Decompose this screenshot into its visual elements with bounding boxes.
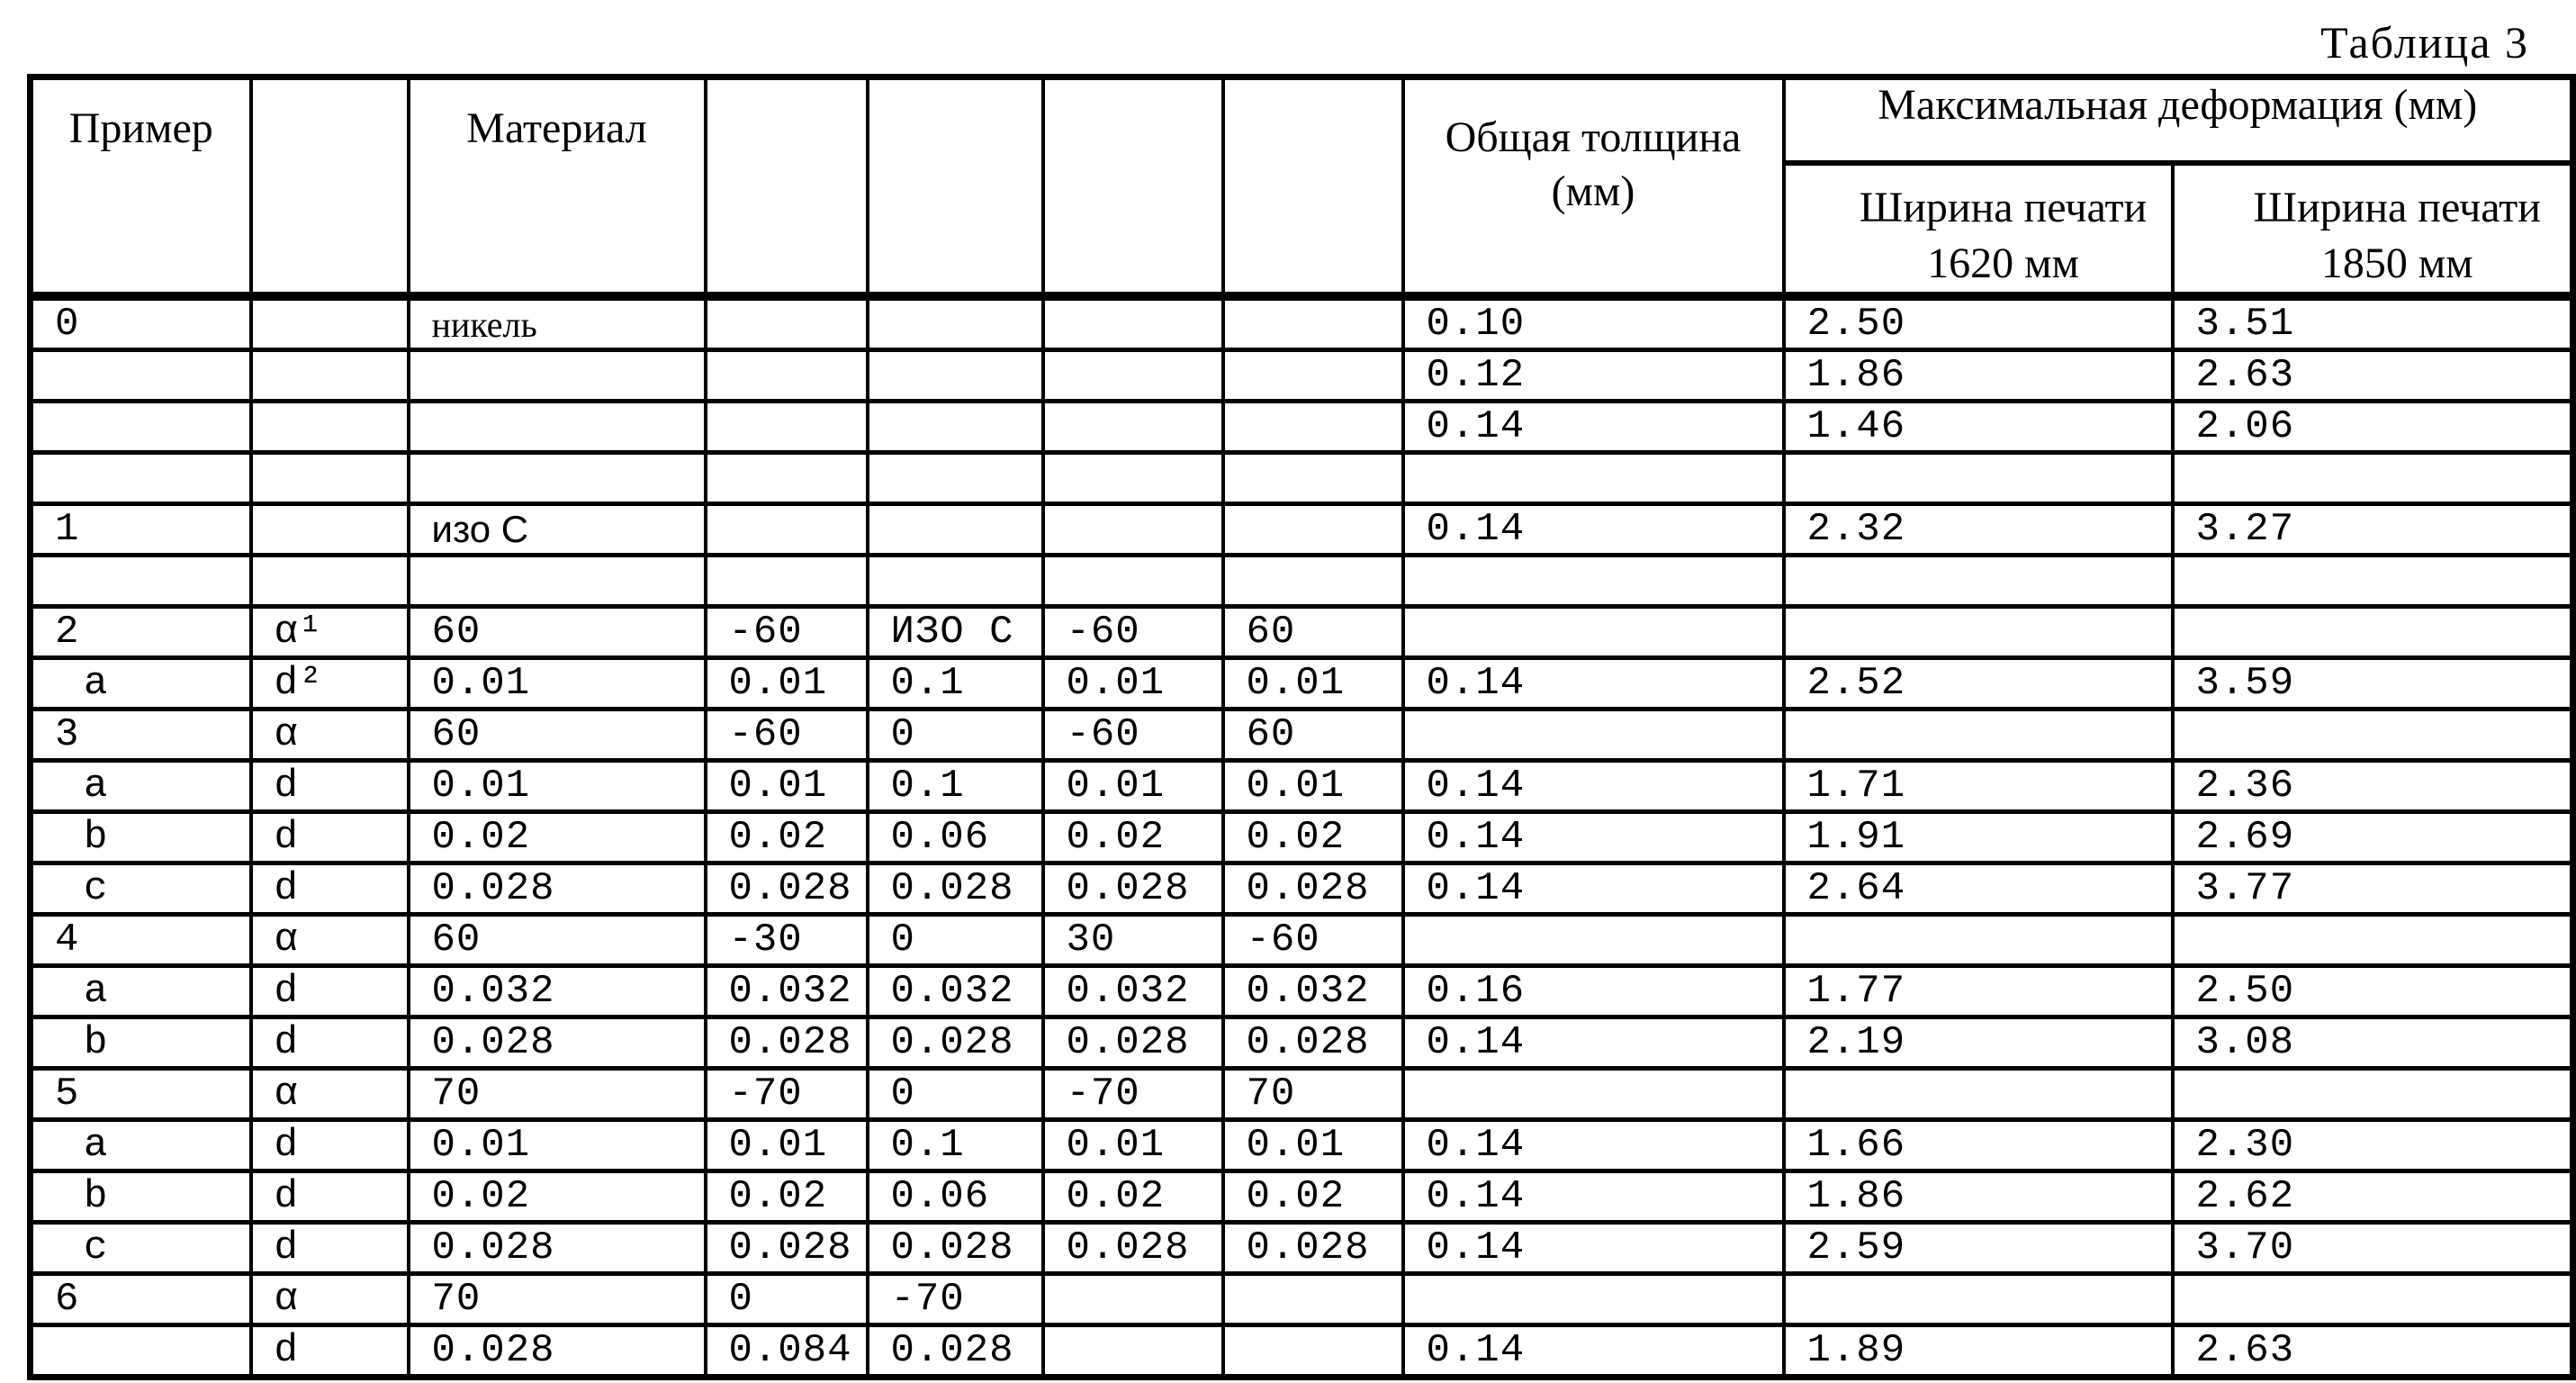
table-cell: 60: [1223, 607, 1403, 658]
table-cell: d: [251, 1171, 409, 1223]
table-cell: [31, 1325, 251, 1378]
table-cell: [1403, 1069, 1784, 1120]
table-cell: 0.16: [1403, 966, 1784, 1017]
table-cell: -60: [706, 607, 868, 658]
table-cell: 0.1: [868, 761, 1043, 812]
table-row: [31, 1017, 2573, 1069]
table-cell: [1223, 402, 1403, 453]
table-row: [31, 1171, 2573, 1223]
table-cell: [706, 350, 868, 402]
table-cell: [251, 453, 409, 504]
table-row: [31, 658, 2573, 710]
table-cell: [1784, 1069, 2173, 1120]
table-cell: b: [31, 1017, 251, 1069]
table-cell: 0.14: [1403, 504, 1784, 556]
table-row: [31, 607, 2573, 658]
header-print-width-1850: [2173, 163, 2573, 297]
table-cell: 1.71: [1784, 761, 2173, 812]
table-cell: [868, 350, 1043, 402]
table-cell: d: [251, 812, 409, 863]
table-cell: 0.01: [1043, 658, 1223, 710]
table-cell: 2: [31, 607, 251, 658]
table-cell: 0.02: [706, 812, 868, 863]
table-cell: [409, 453, 706, 504]
table-cell: 0: [868, 915, 1043, 966]
table-row: [31, 1120, 2573, 1171]
table-cell: d: [251, 1223, 409, 1274]
table-cell: [251, 296, 409, 350]
table-cell: 0.02: [1223, 812, 1403, 863]
header-max-deformation: Максимальная деформация (мм): [1784, 77, 2573, 163]
table-cell: 4: [31, 915, 251, 966]
table-cell: 0.01: [706, 761, 868, 812]
header-total-thickness-line2: (мм): [1551, 167, 1635, 215]
table-cell: 2.63: [2173, 1325, 2573, 1378]
table-cell: [1403, 556, 1784, 607]
table-cell: [1784, 556, 2173, 607]
table-cell: [1784, 710, 2173, 761]
table-cell: -70: [706, 1069, 868, 1120]
table-cell: 0.028: [1043, 1017, 1223, 1069]
table-row: [31, 863, 2573, 915]
table-cell: 0.02: [409, 812, 706, 863]
table-cell: 0.032: [706, 966, 868, 1017]
table-cell: -60: [706, 710, 868, 761]
table-cell: 60: [1223, 710, 1403, 761]
table-row: [31, 915, 2573, 966]
table-cell: α: [251, 1069, 409, 1120]
table-cell: 3.51: [2173, 296, 2573, 350]
table-cell: 0.028: [1223, 1223, 1403, 1274]
table-cell: 2.50: [1784, 296, 2173, 350]
table-cell: 0.032: [409, 966, 706, 1017]
table-cell: 0.01: [409, 658, 706, 710]
table-cell: 0.028: [868, 1223, 1043, 1274]
table-cell: 1.46: [1784, 402, 2173, 453]
table-cell: α: [251, 1274, 409, 1325]
table-cell: 2.52: [1784, 658, 2173, 710]
table-cell: 3.08: [2173, 1017, 2573, 1069]
table-cell: [1403, 710, 1784, 761]
table-cell: 0.1: [868, 1120, 1043, 1171]
table-cell: 0.14: [1403, 1120, 1784, 1171]
table-cell: 3: [31, 710, 251, 761]
table-cell: [31, 350, 251, 402]
table-row: [31, 296, 2573, 350]
table-cell: d: [251, 1017, 409, 1069]
table-cell: [1784, 915, 2173, 966]
table-cell: α¹: [251, 607, 409, 658]
table-cell: [2173, 915, 2573, 966]
table-cell: 1: [31, 504, 251, 556]
table-cell: 0.02: [1043, 1171, 1223, 1223]
table-cell: 0: [31, 296, 251, 350]
table-cell: 0.028: [868, 863, 1043, 915]
table-cell: [1043, 1274, 1223, 1325]
table-cell: 0.028: [706, 1223, 868, 1274]
table-cell: [868, 453, 1043, 504]
table-cell: 2.32: [1784, 504, 2173, 556]
table-cell: 6: [31, 1274, 251, 1325]
table-cell: 0.01: [706, 1120, 868, 1171]
table-cell: [2173, 607, 2573, 658]
table-cell: [868, 402, 1043, 453]
table-cell: [2173, 1069, 2573, 1120]
table-row: [31, 1223, 2573, 1274]
table-cell: [1043, 350, 1223, 402]
table-cell: никель: [409, 296, 706, 350]
table-row: [31, 761, 2573, 812]
table-cell: 0.028: [1223, 1017, 1403, 1069]
table-cell: [409, 556, 706, 607]
header-empty: [1223, 77, 1403, 297]
table-cell: 0.02: [1223, 1171, 1403, 1223]
table-cell: c: [31, 863, 251, 915]
table-cell: 60: [409, 607, 706, 658]
table-cell: [2173, 710, 2573, 761]
table-cell: 0.028: [1043, 1223, 1223, 1274]
table-cell: 1.66: [1784, 1120, 2173, 1171]
table-caption: Таблица 3: [2320, 17, 2529, 68]
table-cell: 0: [706, 1274, 868, 1325]
table-cell: 0.14: [1403, 658, 1784, 710]
table-row: [31, 1325, 2573, 1378]
table-cell: 0.14: [1403, 761, 1784, 812]
table-cell: [1403, 1274, 1784, 1325]
table-row: [31, 504, 2573, 556]
table-cell: 0.01: [1223, 658, 1403, 710]
table-cell: 0.084: [706, 1325, 868, 1378]
table-cell: 1.86: [1784, 350, 2173, 402]
table-cell: [1223, 556, 1403, 607]
table-cell: [1784, 453, 2173, 504]
table-cell: 0.06: [868, 812, 1043, 863]
table-cell: [1043, 453, 1223, 504]
table-cell: 0.01: [1043, 1120, 1223, 1171]
header-empty: [868, 77, 1043, 297]
table-cell: 5: [31, 1069, 251, 1120]
table-cell: ИЗО С: [868, 607, 1043, 658]
table-cell: a: [31, 761, 251, 812]
table-cell: [251, 504, 409, 556]
table-cell: [31, 453, 251, 504]
header-print-width-1620-line2: 1620 мм: [1927, 239, 2079, 287]
table-cell: 0.028: [706, 863, 868, 915]
table-cell: a: [31, 1120, 251, 1171]
table-cell: [31, 402, 251, 453]
table-cell: 2.63: [2173, 350, 2573, 402]
table-cell: 0.14: [1403, 1017, 1784, 1069]
table-cell: [1043, 504, 1223, 556]
table-cell: 0.14: [1403, 402, 1784, 453]
table-cell: 1.89: [1784, 1325, 2173, 1378]
table-cell: d: [251, 966, 409, 1017]
table-cell: [1223, 504, 1403, 556]
table-cell: [706, 556, 868, 607]
header-print-width-1620: [1784, 163, 2173, 297]
table-cell: [1403, 607, 1784, 658]
table-cell: [31, 556, 251, 607]
table-cell: 0.01: [409, 1120, 706, 1171]
table-cell: 2.62: [2173, 1171, 2573, 1223]
table-cell: 2.06: [2173, 402, 2573, 453]
header-print-width-1620-line1: Ширина печати: [1859, 183, 2148, 231]
table-cell: [706, 296, 868, 350]
table-row: [31, 710, 2573, 761]
table-cell: 0.02: [1043, 812, 1223, 863]
table-cell: [1043, 1325, 1223, 1378]
table-cell: 0.028: [1223, 863, 1403, 915]
table-cell: 0.06: [868, 1171, 1043, 1223]
table-cell: 1.77: [1784, 966, 2173, 1017]
table-cell: a: [31, 658, 251, 710]
table-cell: [1043, 556, 1223, 607]
table-cell: 0.01: [706, 658, 868, 710]
table-cell: 0.10: [1403, 296, 1784, 350]
table-row: [31, 966, 2573, 1017]
table-cell: 0.14: [1403, 1171, 1784, 1223]
table-cell: 0.032: [868, 966, 1043, 1017]
table-cell: 0.028: [409, 1017, 706, 1069]
table-cell: [1043, 296, 1223, 350]
table-row: [31, 402, 2573, 453]
header-example: Пример: [31, 77, 251, 297]
table-cell: 0.028: [868, 1017, 1043, 1069]
table-cell: изо С: [409, 504, 706, 556]
table-cell: α: [251, 710, 409, 761]
table-cell: 2.30: [2173, 1120, 2573, 1171]
table-cell: 0.01: [1223, 761, 1403, 812]
table-cell: 0: [868, 710, 1043, 761]
table-cell: b: [31, 1171, 251, 1223]
table-cell: 0.14: [1403, 863, 1784, 915]
table-cell: 0: [868, 1069, 1043, 1120]
header-total-thickness-line1: Общая толщина: [1445, 113, 1742, 161]
table-row: [31, 556, 2573, 607]
table-cell: 3.59: [2173, 658, 2573, 710]
table-cell: [409, 350, 706, 402]
table-cell: [706, 453, 868, 504]
table-cell: [1223, 1325, 1403, 1378]
table-cell: -60: [1223, 915, 1403, 966]
table-cell: 3.77: [2173, 863, 2573, 915]
table-cell: [2173, 453, 2573, 504]
table-cell: 70: [1223, 1069, 1403, 1120]
header-empty: [1043, 77, 1223, 297]
table-cell: α: [251, 915, 409, 966]
table-cell: -60: [1043, 710, 1223, 761]
table-cell: [868, 504, 1043, 556]
table-cell: 0.032: [1223, 966, 1403, 1017]
table-cell: [2173, 1274, 2573, 1325]
table-cell: 3.27: [2173, 504, 2573, 556]
table-body: [31, 296, 2573, 1378]
table-cell: a: [31, 966, 251, 1017]
header-empty: [706, 77, 868, 297]
header-material: Материал: [409, 77, 706, 297]
table-cell: 0.028: [409, 863, 706, 915]
header-total-thickness: [1403, 77, 1784, 297]
table-cell: d²: [251, 658, 409, 710]
table-cell: 2.64: [1784, 863, 2173, 915]
table-row: [31, 812, 2573, 863]
table-cell: b: [31, 812, 251, 863]
table-cell: 60: [409, 710, 706, 761]
table-cell: 1.86: [1784, 1171, 2173, 1223]
table-cell: 2.50: [2173, 966, 2573, 1017]
table-cell: d: [251, 1325, 409, 1378]
table-cell: [1403, 453, 1784, 504]
table-cell: 2.19: [1784, 1017, 2173, 1069]
table-cell: d: [251, 863, 409, 915]
table-cell: [1043, 402, 1223, 453]
table-cell: [1223, 453, 1403, 504]
table-cell: 0.1: [868, 658, 1043, 710]
table-cell: [251, 402, 409, 453]
header-print-width-1850-line2: 1850 мм: [2320, 239, 2473, 287]
table-cell: 0.028: [706, 1017, 868, 1069]
table-cell: [251, 556, 409, 607]
table-cell: 0.12: [1403, 350, 1784, 402]
table-cell: d: [251, 761, 409, 812]
table-cell: 0.01: [1223, 1120, 1403, 1171]
table-cell: [1223, 1274, 1403, 1325]
table-cell: -70: [868, 1274, 1043, 1325]
table-cell: d: [251, 1120, 409, 1171]
table-row: [31, 1069, 2573, 1120]
table-cell: -60: [1043, 607, 1223, 658]
data-table: [27, 74, 2576, 1380]
table-cell: [1784, 1274, 2173, 1325]
table-cell: [1784, 607, 2173, 658]
table-cell: 1.91: [1784, 812, 2173, 863]
table-cell: 2.36: [2173, 761, 2573, 812]
table-cell: 0.028: [409, 1325, 706, 1378]
table-cell: 60: [409, 915, 706, 966]
table-cell: 0.14: [1403, 812, 1784, 863]
table-cell: [2173, 556, 2573, 607]
table-cell: 70: [409, 1069, 706, 1120]
table-row: [31, 350, 2573, 402]
table-cell: 0.028: [868, 1325, 1043, 1378]
table-cell: [1223, 350, 1403, 402]
table-cell: 0.14: [1403, 1325, 1784, 1378]
table-cell: 2.59: [1784, 1223, 2173, 1274]
table-cell: [706, 504, 868, 556]
table-cell: [868, 556, 1043, 607]
table-cell: 0.02: [409, 1171, 706, 1223]
table-cell: 3.70: [2173, 1223, 2573, 1274]
table-cell: 0.028: [409, 1223, 706, 1274]
table-cell: -70: [1043, 1069, 1223, 1120]
table-cell: 0.032: [1043, 966, 1223, 1017]
table-cell: [868, 296, 1043, 350]
table-cell: 30: [1043, 915, 1223, 966]
table-cell: [706, 402, 868, 453]
table-cell: 0.01: [1043, 761, 1223, 812]
table-cell: 70: [409, 1274, 706, 1325]
table-cell: 0.028: [1043, 863, 1223, 915]
table-cell: 0.01: [409, 761, 706, 812]
table-cell: c: [31, 1223, 251, 1274]
header-layer-label: [251, 77, 409, 297]
header-print-width-1850-line1: Ширина печати: [2253, 183, 2541, 231]
table-cell: 2.69: [2173, 812, 2573, 863]
table-cell: [409, 402, 706, 453]
table-cell: [1223, 296, 1403, 350]
table-cell: -30: [706, 915, 868, 966]
table-cell: [251, 350, 409, 402]
table-cell: [1403, 915, 1784, 966]
table-row: [31, 1274, 2573, 1325]
table-cell: 0.14: [1403, 1223, 1784, 1274]
table-cell: 0.02: [706, 1171, 868, 1223]
table-row: [31, 453, 2573, 504]
